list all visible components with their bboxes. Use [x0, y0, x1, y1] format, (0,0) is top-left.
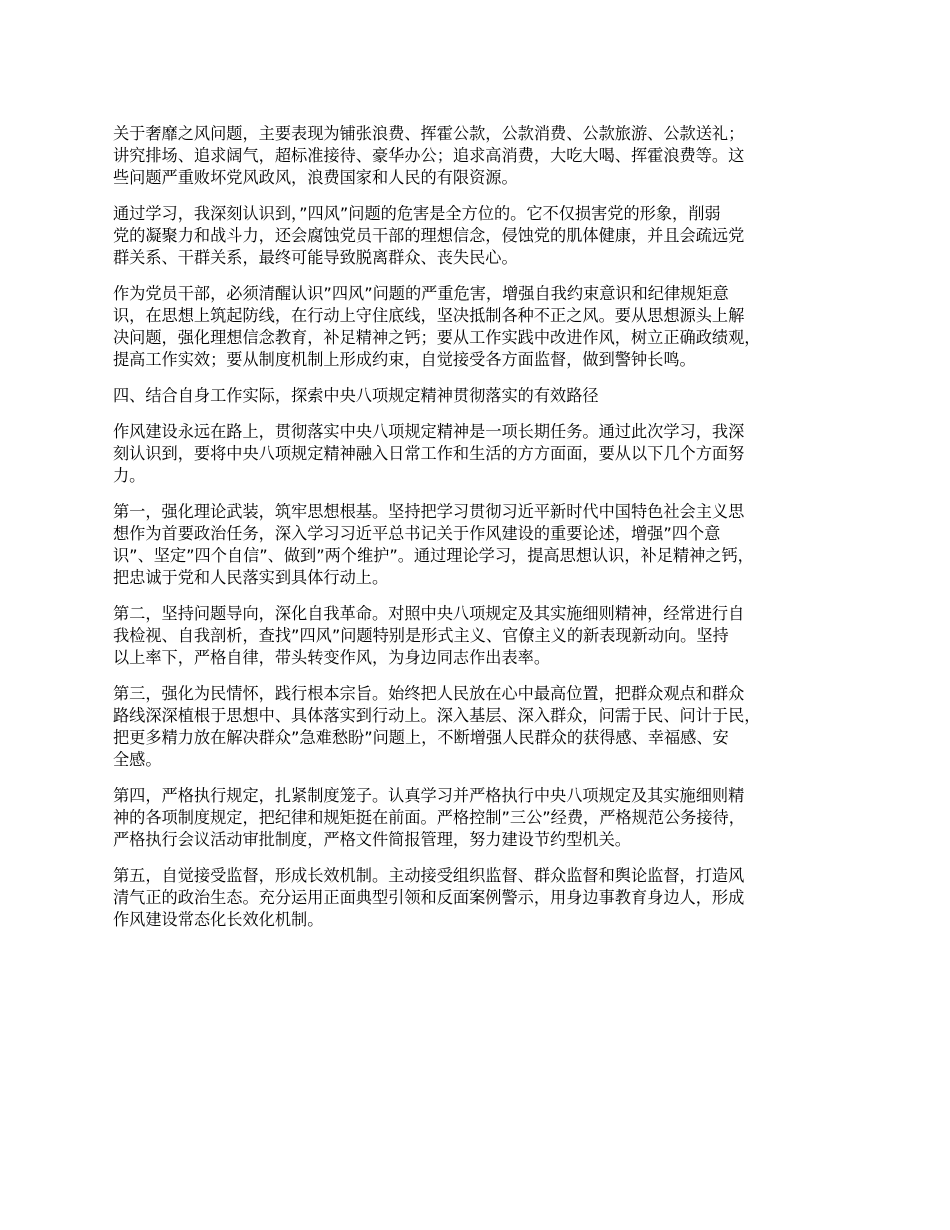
text-line: 提高工作实效；要从制度机制上形成约束，自觉接受各方面监督，做到警钟长鸣。: [113, 350, 696, 369]
paragraph-cadre-awareness: [113, 283, 855, 371]
text-line: 第五，自觉接受监督，形成长效机制。主动接受组织监督、群众监督和舆论监督，打造风: [113, 866, 745, 885]
text-line: 作风建设常态化长效化机制。: [113, 910, 324, 929]
text-line: 把忠诚于党和人民落实到具体行动上。: [113, 568, 389, 587]
text-line: 严格执行会议活动审批制度，严格文件简报管理，努力建设节约型机关。: [113, 830, 631, 849]
text-line: 决问题，强化理想信念教育，补足精神之钙；要从工作实践中改进作风，树立正确政绩观，: [113, 328, 761, 347]
text-line: 第二，坚持问题导向，深化自我革命。对照中央八项规定及其实施细则精神，经常进行自: [113, 604, 745, 623]
paragraph-point-five: [113, 865, 855, 931]
text-line: 通过学习，我深刻认识到，”四风”问题的危害是全方位的。它不仅损害党的形象，削弱: [113, 204, 721, 223]
heading-line: 四、结合自身工作实际，探索中央八项规定精神贯彻落实的有效路径: [113, 386, 599, 405]
text-line: 作风建设永远在路上，贯彻落实中央八项规定精神是一项长期任务。通过此次学习，我深: [113, 422, 745, 441]
document-body: [113, 123, 855, 945]
text-line: 关于奢靡之风问题，主要表现为铺张浪费、挥霍公款，公款消费、公款旅游、公款送礼；: [113, 124, 745, 143]
text-line: 想作为首要政治任务，深入学习习近平总书记关于作风建设的重要论述，增强”四个意: [113, 524, 721, 543]
text-line: 路线深深植根于思想中、具体落实到行动上。深入基层、深入群众，问需于民、问计于民，: [113, 706, 761, 725]
text-line: 识，在思想上筑起防线，在行动上守住底线，坚决抵制各种不正之风。要从思想源头上解: [113, 306, 745, 325]
text-line: 力。: [113, 466, 146, 485]
paragraph-long-term-task: [113, 421, 855, 487]
paragraph-point-four: [113, 785, 855, 851]
text-line: 群关系、干群关系，最终可能导致脱离群众、丧失民心。: [113, 248, 518, 267]
text-line: 些问题严重败坏党风政风，浪费国家和人民的有限资源。: [113, 168, 518, 187]
text-line: 第三，强化为民情怀，践行根本宗旨。始终把人民放在心中最高位置，把群众观点和群众: [113, 684, 745, 703]
text-line: 第四，严格执行规定，扎紧制度笼子。认真学习并严格执行中央八项规定及其实施细则精: [113, 786, 745, 805]
text-line: 清气正的政治生态。充分运用正面典型引领和反面案例警示，用身边事教育身边人，形成: [113, 888, 745, 907]
text-line: 全感。: [113, 750, 162, 769]
paragraph-four-winds-harm: [113, 203, 855, 269]
text-line: 以上率下，严格自律，带头转变作风，为身边同志作出表率。: [113, 648, 551, 667]
text-line: 讲究排场、追求阔气，超标准接待、豪华办公；追求高消费，大吃大喝、挥霍浪费等。这: [113, 146, 745, 165]
paragraph-point-one: [113, 501, 855, 589]
section-heading-four: [113, 385, 855, 407]
text-line: 把更多精力放在解决群众”急难愁盼”问题上，不断增强人民群众的获得感、幸福感、安: [113, 728, 729, 747]
text-line: 第一，强化理论武装，筑牢思想根基。坚持把学习贯彻习近平新时代中国特色社会主义思: [113, 502, 745, 521]
text-line: 神的各项制度规定，把纪律和规矩挺在前面。严格控制”三公”经费，严格规范公务接待，: [113, 808, 745, 827]
text-line: 刻认识到，要将中央八项规定精神融入日常工作和生活的方方面面，要从以下几个方面努: [113, 444, 745, 463]
paragraph-extravagance-issues: [113, 123, 855, 189]
paragraph-point-three: [113, 683, 855, 771]
text-line: 我检视、自我剖析，查找”四风”问题特别是形式主义、官僚主义的新表现新动向。坚持: [113, 626, 729, 645]
text-line: 识”、坚定”四个自信”、做到”两个维护”。通过理论学习，提高思想认识，补足精神之钙，: [113, 546, 754, 565]
text-line: 作为党员干部，必须清醒认识”四风”问题的严重危害，增强自我约束意识和纪律规矩意: [113, 284, 729, 303]
paragraph-point-two: [113, 603, 855, 669]
text-line: 党的凝聚力和战斗力，还会腐蚀党员干部的理想信念，侵蚀党的肌体健康，并且会疏远党: [113, 226, 745, 245]
